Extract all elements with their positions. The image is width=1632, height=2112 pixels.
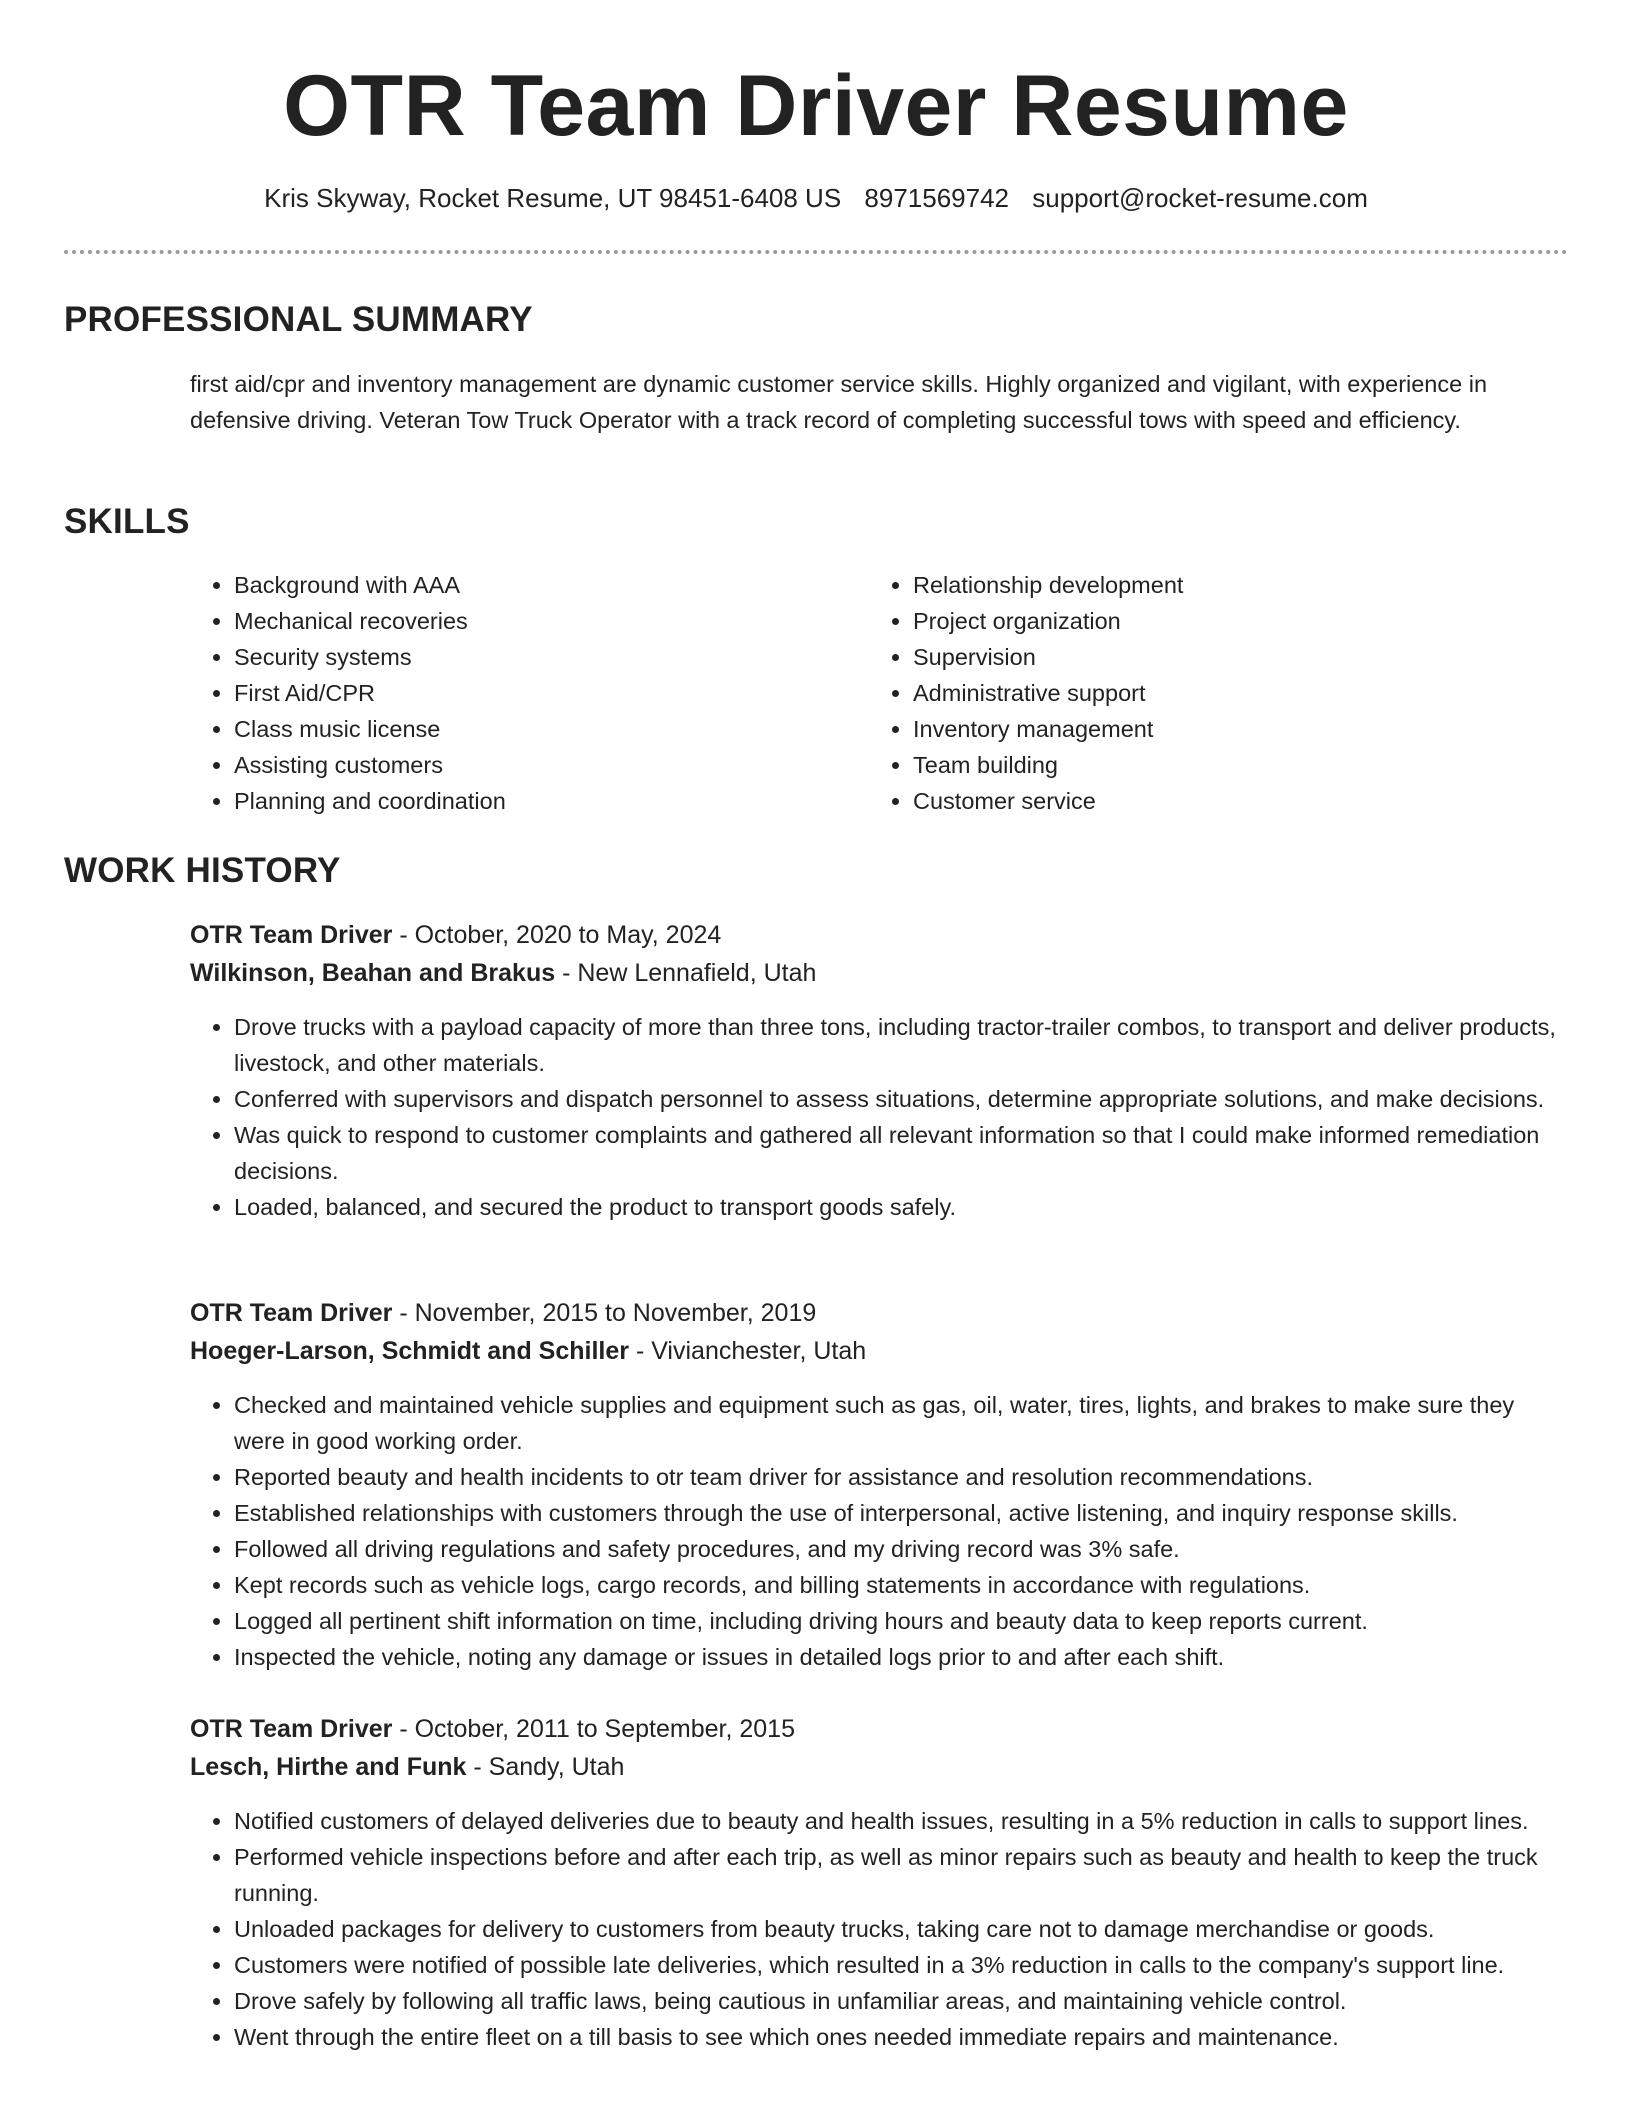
skill-item: • Background with AAA bbox=[234, 567, 790, 603]
job-company-line bbox=[190, 1332, 866, 1370]
skills-left-list bbox=[190, 567, 790, 819]
job-dates: - October, 2020 to May, 2024 bbox=[399, 921, 722, 949]
work-history-heading: WORK HISTORY bbox=[64, 851, 341, 890]
job-company-line bbox=[190, 954, 816, 992]
skill-item: • Administrative support bbox=[913, 675, 1469, 711]
skill-item: • Project organization bbox=[913, 603, 1469, 639]
job-duties bbox=[190, 1387, 1570, 1675]
job-duty: • Drove trucks with a payload capacity of more than three tons, including tractor-trailer combos, to transport and deliver products, livestock, and other materials. bbox=[234, 1009, 1570, 1081]
job-duty: • Conferred with supervisors and dispatch personnel to assess situations, determine appropriate solutions, and make decisions. bbox=[234, 1081, 1570, 1117]
contact-phone: 8971569742 bbox=[864, 183, 1010, 213]
job-location: - Vivianchester, Utah bbox=[635, 1337, 867, 1365]
job-duty: • Loaded, balanced, and secured the product to transport goods safely. bbox=[234, 1189, 1570, 1225]
job-duty: • Drove safely by following all traffic laws, being cautious in unfamiliar areas, and maintaining vehicle control. bbox=[234, 1983, 1570, 2019]
skills-right-column bbox=[869, 567, 1469, 819]
skill-item: • Class music license bbox=[234, 711, 790, 747]
header-divider bbox=[64, 250, 1568, 254]
skill-item: • Relationship development bbox=[913, 567, 1469, 603]
job-duty: • Reported beauty and health incidents to otr team driver for assistance and resolution recommendations. bbox=[234, 1459, 1570, 1495]
skills-left-column bbox=[190, 567, 790, 819]
job-title: OTR Team Driver bbox=[190, 1715, 393, 1743]
job-location: - New Lennafield, Utah bbox=[562, 959, 817, 987]
job-duty: • Performed vehicle inspections before and after each trip, as well as minor repairs such as beauty and health to keep the truck running. bbox=[234, 1839, 1570, 1911]
job-title: OTR Team Driver bbox=[190, 1299, 393, 1327]
job-company-line bbox=[190, 1748, 624, 1786]
job-location: - Sandy, Utah bbox=[473, 1753, 625, 1781]
skill-item: • Planning and coordination bbox=[234, 783, 790, 819]
job-duty: • Followed all driving regulations and safety procedures, and my driving record was 3% safe. bbox=[234, 1531, 1570, 1567]
job-title-line bbox=[190, 1710, 795, 1748]
job-duty: • Was quick to respond to customer complaints and gathered all relevant information so that I could make informed remediation decisions. bbox=[234, 1117, 1570, 1189]
job-duties bbox=[190, 1009, 1570, 1225]
job-duty: • Notified customers of delayed deliveries due to beauty and health issues, resulting in a 5% reduction in calls to support lines. bbox=[234, 1803, 1570, 1839]
job-company: Wilkinson, Beahan and Brakus bbox=[190, 959, 556, 987]
summary-heading: PROFESSIONAL SUMMARY bbox=[64, 300, 533, 339]
job-duty: • Inspected the vehicle, noting any damage or issues in detailed logs prior to and after each shift. bbox=[234, 1639, 1570, 1675]
job-duties-list bbox=[190, 1009, 1570, 1225]
skill-item: • Supervision bbox=[913, 639, 1469, 675]
skills-heading: SKILLS bbox=[64, 502, 190, 541]
job-dates: - November, 2015 to November, 2019 bbox=[399, 1299, 817, 1327]
resume-title: OTR Team Driver Resume bbox=[283, 58, 1349, 154]
job-duty: • Unloaded packages for delivery to customers from beauty trucks, taking care not to damage merchandise or goods. bbox=[234, 1911, 1570, 1947]
job-duties bbox=[190, 1803, 1570, 2055]
job-title-line bbox=[190, 1294, 816, 1332]
job-duty: • Went through the entire fleet on a till basis to see which ones needed immediate repairs and maintenance. bbox=[234, 2019, 1570, 2055]
summary-text: first aid/cpr and inventory management are dynamic customer service skills. Highly organized and vigilant, with experience in defensive driving. Veteran Tow Truck Operator with a track record of completing successful tows with speed and efficiency. bbox=[190, 371, 1488, 433]
skill-item: • First Aid/CPR bbox=[234, 675, 790, 711]
job-dates: - October, 2011 to September, 2015 bbox=[399, 1715, 795, 1743]
job-duty: • Customers were notified of possible late deliveries, which resulted in a 3% reduction in calls to the company's support line. bbox=[234, 1947, 1570, 1983]
skill-item: • Team building bbox=[913, 747, 1469, 783]
job-title: OTR Team Driver bbox=[190, 921, 393, 949]
job-duty: • Established relationships with customers through the use of interpersonal, active listening, and inquiry response skills. bbox=[234, 1495, 1570, 1531]
contact-line bbox=[0, 180, 1632, 216]
job-duty: • Kept records such as vehicle logs, cargo records, and billing statements in accordance with regulations. bbox=[234, 1567, 1570, 1603]
job-duties-list bbox=[190, 1803, 1570, 2055]
skill-item: • Assisting customers bbox=[234, 747, 790, 783]
contact-address: Kris Skyway, Rocket Resume, UT 98451-6408 US bbox=[264, 183, 842, 213]
job-company: Lesch, Hirthe and Funk bbox=[190, 1753, 467, 1781]
job-duty: • Logged all pertinent shift information on time, including driving hours and beauty data to keep reports current. bbox=[234, 1603, 1570, 1639]
skill-item: • Mechanical recoveries bbox=[234, 603, 790, 639]
skill-item: • Customer service bbox=[913, 783, 1469, 819]
job-duties-list bbox=[190, 1387, 1570, 1675]
contact-email: support@rocket-resume.com bbox=[1032, 183, 1368, 213]
skill-item: • Inventory management bbox=[913, 711, 1469, 747]
job-duty: • Checked and maintained vehicle supplies and equipment such as gas, oil, water, tires, lights, and brakes to make sure they were in good working order. bbox=[234, 1387, 1570, 1459]
job-title-line bbox=[190, 916, 721, 954]
skill-item: • Security systems bbox=[234, 639, 790, 675]
skills-right-list bbox=[869, 567, 1469, 819]
job-company: Hoeger-Larson, Schmidt and Schiller bbox=[190, 1337, 629, 1365]
